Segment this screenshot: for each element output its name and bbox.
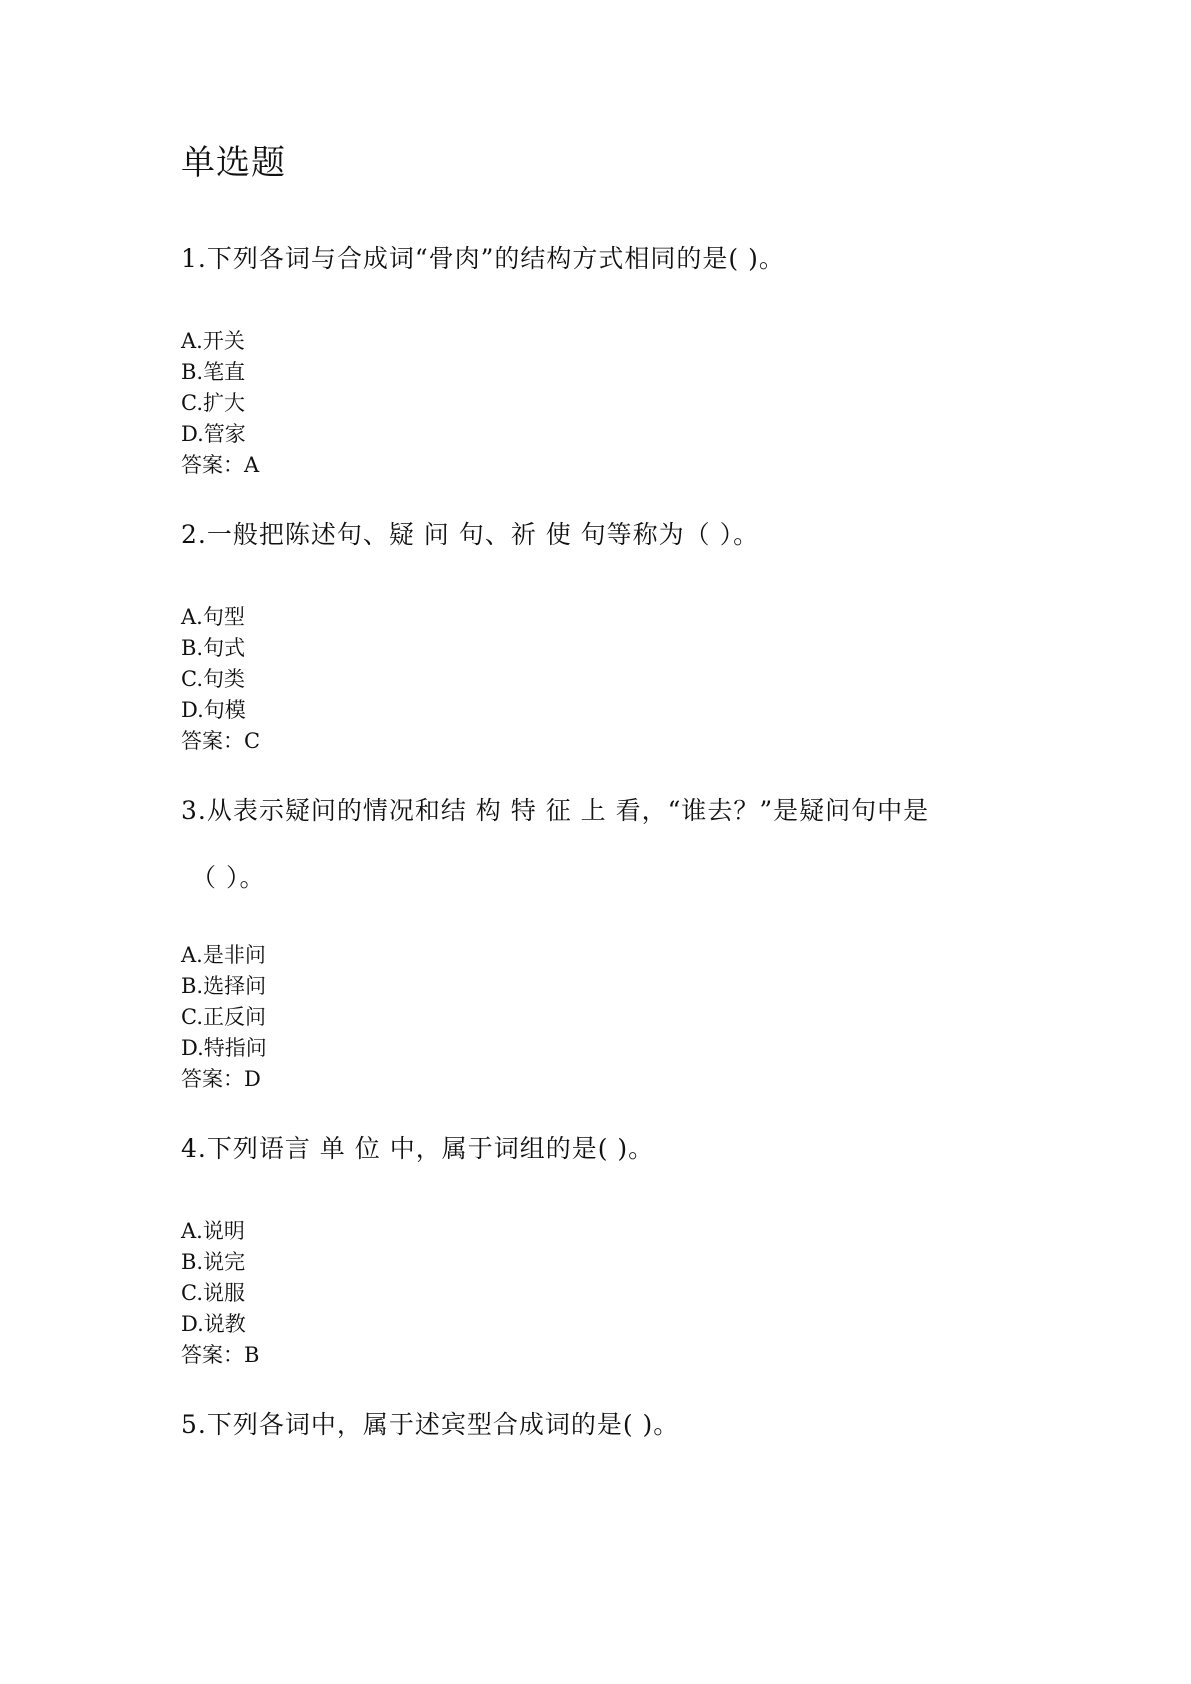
question-4-option-b: B.说完 [181, 1250, 246, 1274]
question-2-stem: 2.一般把陈述句、疑 问 句、祈 使 句等称为（ ）。 [181, 520, 760, 549]
question-3-option-d: D.特指问 [181, 1036, 267, 1060]
question-1-option-d: D.管家 [181, 422, 246, 446]
question-4-answer: 答案：B [181, 1343, 260, 1367]
question-1-stem: 1.下列各词与合成词“骨肉”的结构方式相同的是( )。 [181, 244, 785, 273]
question-3-option-b: B.选择问 [181, 974, 267, 998]
question-1-option-a: A.开关 [181, 329, 245, 353]
section-title: 单选题 [181, 143, 286, 183]
question-3-stem: 3.从表示疑问的情况和结 构 特 征 上 看，“谁去？”是疑问句中是 [181, 796, 930, 825]
question-2-option-d: D.句模 [181, 698, 246, 722]
question-1-answer: 答案：A [181, 453, 260, 477]
question-1-option-b: B.笔直 [181, 360, 246, 384]
question-1-option-c: C.扩大 [181, 391, 245, 415]
question-4-option-c: C.说服 [181, 1281, 245, 1305]
question-2-option-a: A.句型 [181, 605, 245, 629]
question-4-option-d: D.说教 [181, 1312, 246, 1336]
question-3-answer: 答案：D [181, 1067, 261, 1091]
question-3-option-c: C.正反问 [181, 1005, 266, 1029]
question-3-stem-continued: （ ）。 [191, 863, 266, 892]
question-2-option-b: B.句式 [181, 636, 246, 660]
question-4-stem: 4.下列语言 单 位 中，属于词组的是( )。 [181, 1134, 655, 1163]
question-5-stem: 5.下列各词中，属于述宾型合成词的是( )。 [181, 1410, 680, 1439]
question-3-option-a: A.是非问 [181, 943, 266, 967]
question-2-option-c: C.句类 [181, 667, 245, 691]
question-2-answer: 答案：C [181, 729, 261, 753]
question-4-option-a: A.说明 [181, 1219, 245, 1243]
